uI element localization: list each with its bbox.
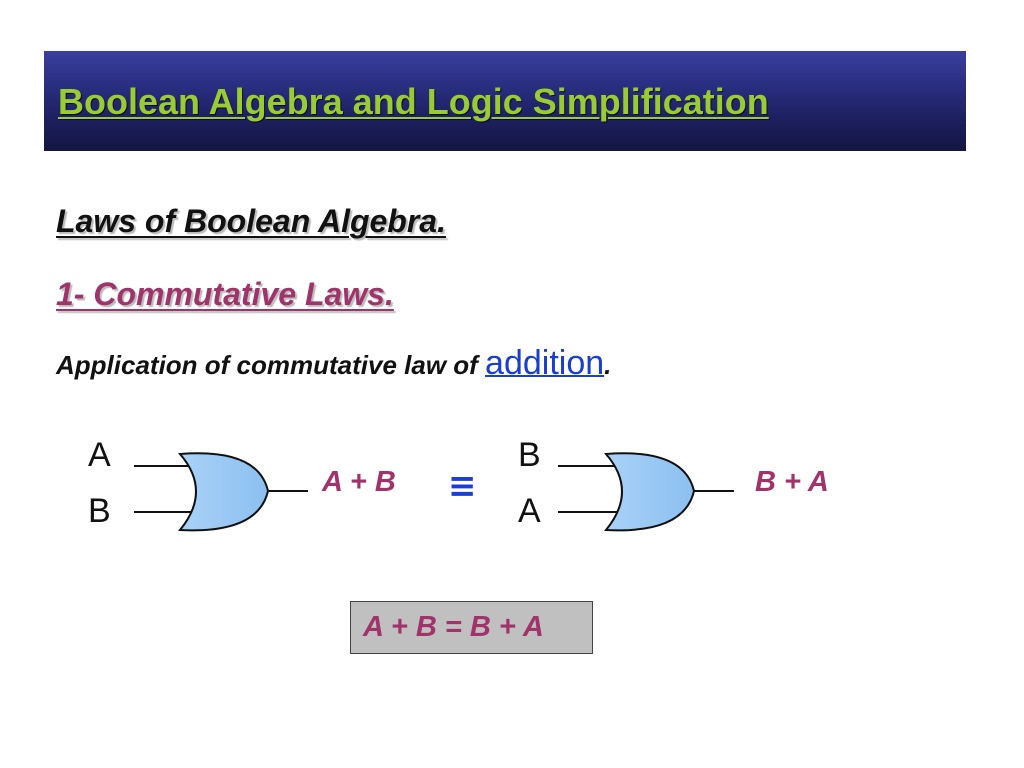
section-heading: Laws of Boolean Algebra. — [56, 203, 446, 239]
right-or-gate-body — [606, 453, 694, 530]
result-equation: A + B = B + A — [363, 611, 544, 643]
left-gate-input-bottom-label: B — [88, 492, 111, 530]
application-prefix: Application of commutative law of — [56, 350, 486, 380]
right-gate-input-top-label: B — [518, 436, 541, 474]
right-gate-input-bottom-label: A — [518, 492, 541, 530]
left-or-gate — [134, 453, 308, 530]
result-box — [350, 601, 593, 654]
right-or-gate — [558, 453, 734, 530]
left-gate-input-top-label: A — [88, 436, 111, 474]
slide-title: Boolean Algebra and Logic Simplification — [58, 81, 769, 122]
subsection-heading: 1- Commutative Laws. — [56, 276, 394, 312]
left-gate-output-label: A + B — [322, 466, 396, 498]
addition-link: addition — [485, 344, 605, 382]
right-gate-output-label: B + A — [755, 466, 829, 498]
left-or-gate-body — [180, 453, 268, 530]
application-suffix: . — [604, 350, 612, 380]
equivalence-symbol: ≡ — [448, 466, 477, 506]
